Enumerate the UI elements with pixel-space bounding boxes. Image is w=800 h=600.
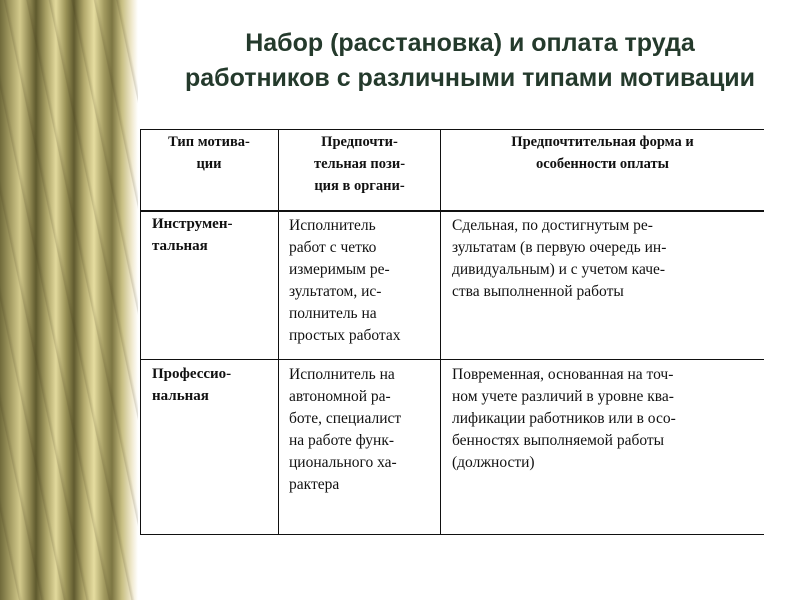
row-2-type: Профессио- нальная (152, 366, 232, 404)
curtain-background (0, 0, 138, 600)
header-payment-form: Предпочтительная форма и особенности оплаты (511, 134, 694, 172)
slide-title-line-1: Набор (расстановка) и оплата труда (245, 29, 695, 57)
row-2-payment: Повременная, основанная на точ- ном учете различий в уровне ква- лификации работников или в осо- бенностях выполняемой работы (должности) (452, 366, 676, 471)
row-1-position: Исполнитель работ с четко измеримым ре- зультатом, ис- полнитель на простых работах (289, 217, 401, 344)
table-rule-left (140, 129, 141, 535)
slide-title (140, 26, 800, 96)
slide-title-line-2: работников с различными типами мотивации (184, 64, 756, 92)
row-1-payment: Сдельная, по достигнутым ре- зультатам (в первую очередь ин- дивидуальным) и с учетом каче- ства выполненной работы (452, 217, 667, 300)
table-rule-row (140, 359, 764, 360)
row-1-type: Инструмен- тальная (152, 216, 233, 254)
row-2-position: Исполнитель на автономной ра- боте, специалист на работе функ- ционального ха- рактера (289, 366, 402, 493)
header-preferred-position: Предпочти- тельная пози- ция в органи- (313, 134, 406, 194)
table-rule-header (140, 210, 764, 212)
table-rule-bottom (140, 534, 764, 535)
header-motivation-type: Тип мотива- ции (168, 134, 250, 172)
motivation-table (140, 129, 764, 535)
table-rule-col2 (440, 129, 441, 535)
table-rule-top (140, 129, 764, 130)
